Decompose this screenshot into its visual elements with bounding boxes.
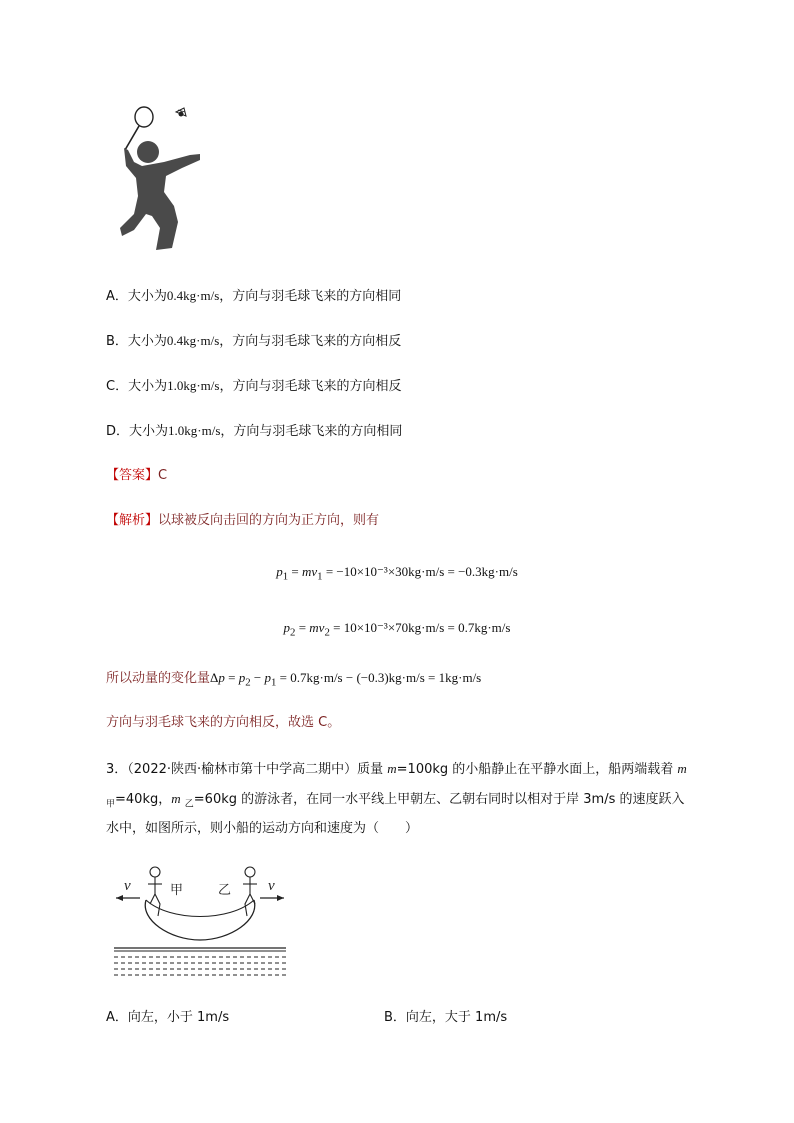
question3-line3: 水中，如图所示，则小船的运动方向和速度为（ ） <box>106 821 419 836</box>
conclusion-line: 方向与羽毛球飞来的方向相反，故选 C。 <box>106 715 341 730</box>
equation-p2: $p_2 = mv_2 = 10\times 10^{-3}\times 70kg\cdot m/s = 0.7kg\cdot m/s$ <box>283 620 511 639</box>
answer-line: 【答案】C <box>106 468 168 483</box>
swimmer-jia-label: 甲 <box>170 883 184 898</box>
option-a: A．大小为0.4kg·m/s，方向与羽毛球飞来的方向相同 <box>106 288 402 304</box>
option-d: D．大小为1.0kg·m/s，方向与羽毛球飞来的方向相同 <box>106 423 403 439</box>
badminton-player-figure <box>112 100 212 252</box>
q3-option-a: A．向左，小于 1m/s <box>106 1010 230 1025</box>
shuttlecock-icon <box>176 108 186 117</box>
analysis-intro: 【解析】以球被反向击回的方向为正方向，则有 <box>106 513 380 528</box>
q3-option-b: B．向左，大于 1m/s <box>384 1010 508 1025</box>
option-c: C．大小为1.0kg·m/s，方向与羽毛球飞来的方向相反 <box>106 378 402 394</box>
equation-p1: $p_1 = mv_1 = -10\times 10^{-3}\times 30kg\cdot m/s = -0.3kg\cdot m/s$ <box>276 564 518 583</box>
swimmer-yi-label: 乙 <box>218 883 232 898</box>
right-velocity-label: v <box>268 878 275 894</box>
question3-line1: 3．（2022·陕西·榆林市第十中学高二期中）质量 m=100kg 的小船静止在平静水面上，船两端载着 m <box>106 761 687 777</box>
boat-swimmers-figure <box>110 860 290 985</box>
option-b: B．大小为0.4kg·m/s，方向与羽毛球飞来的方向相反 <box>106 333 402 349</box>
left-velocity-label: v <box>124 878 131 894</box>
question3-line2: $_甲$=40kg，m $_乙$=60kg 的游泳者，在同一水平线上甲朝左、乙朝右同时以相对于岸 3m/s 的速度跃入 <box>106 791 685 810</box>
momentum-change-line: 所以动量的变化量$\Delta p = p_2 - p_1 = 0.7kg\cdot m/s - (-0.3)kg\cdot m/s = 1kg\cdot m/s$ <box>106 670 482 689</box>
